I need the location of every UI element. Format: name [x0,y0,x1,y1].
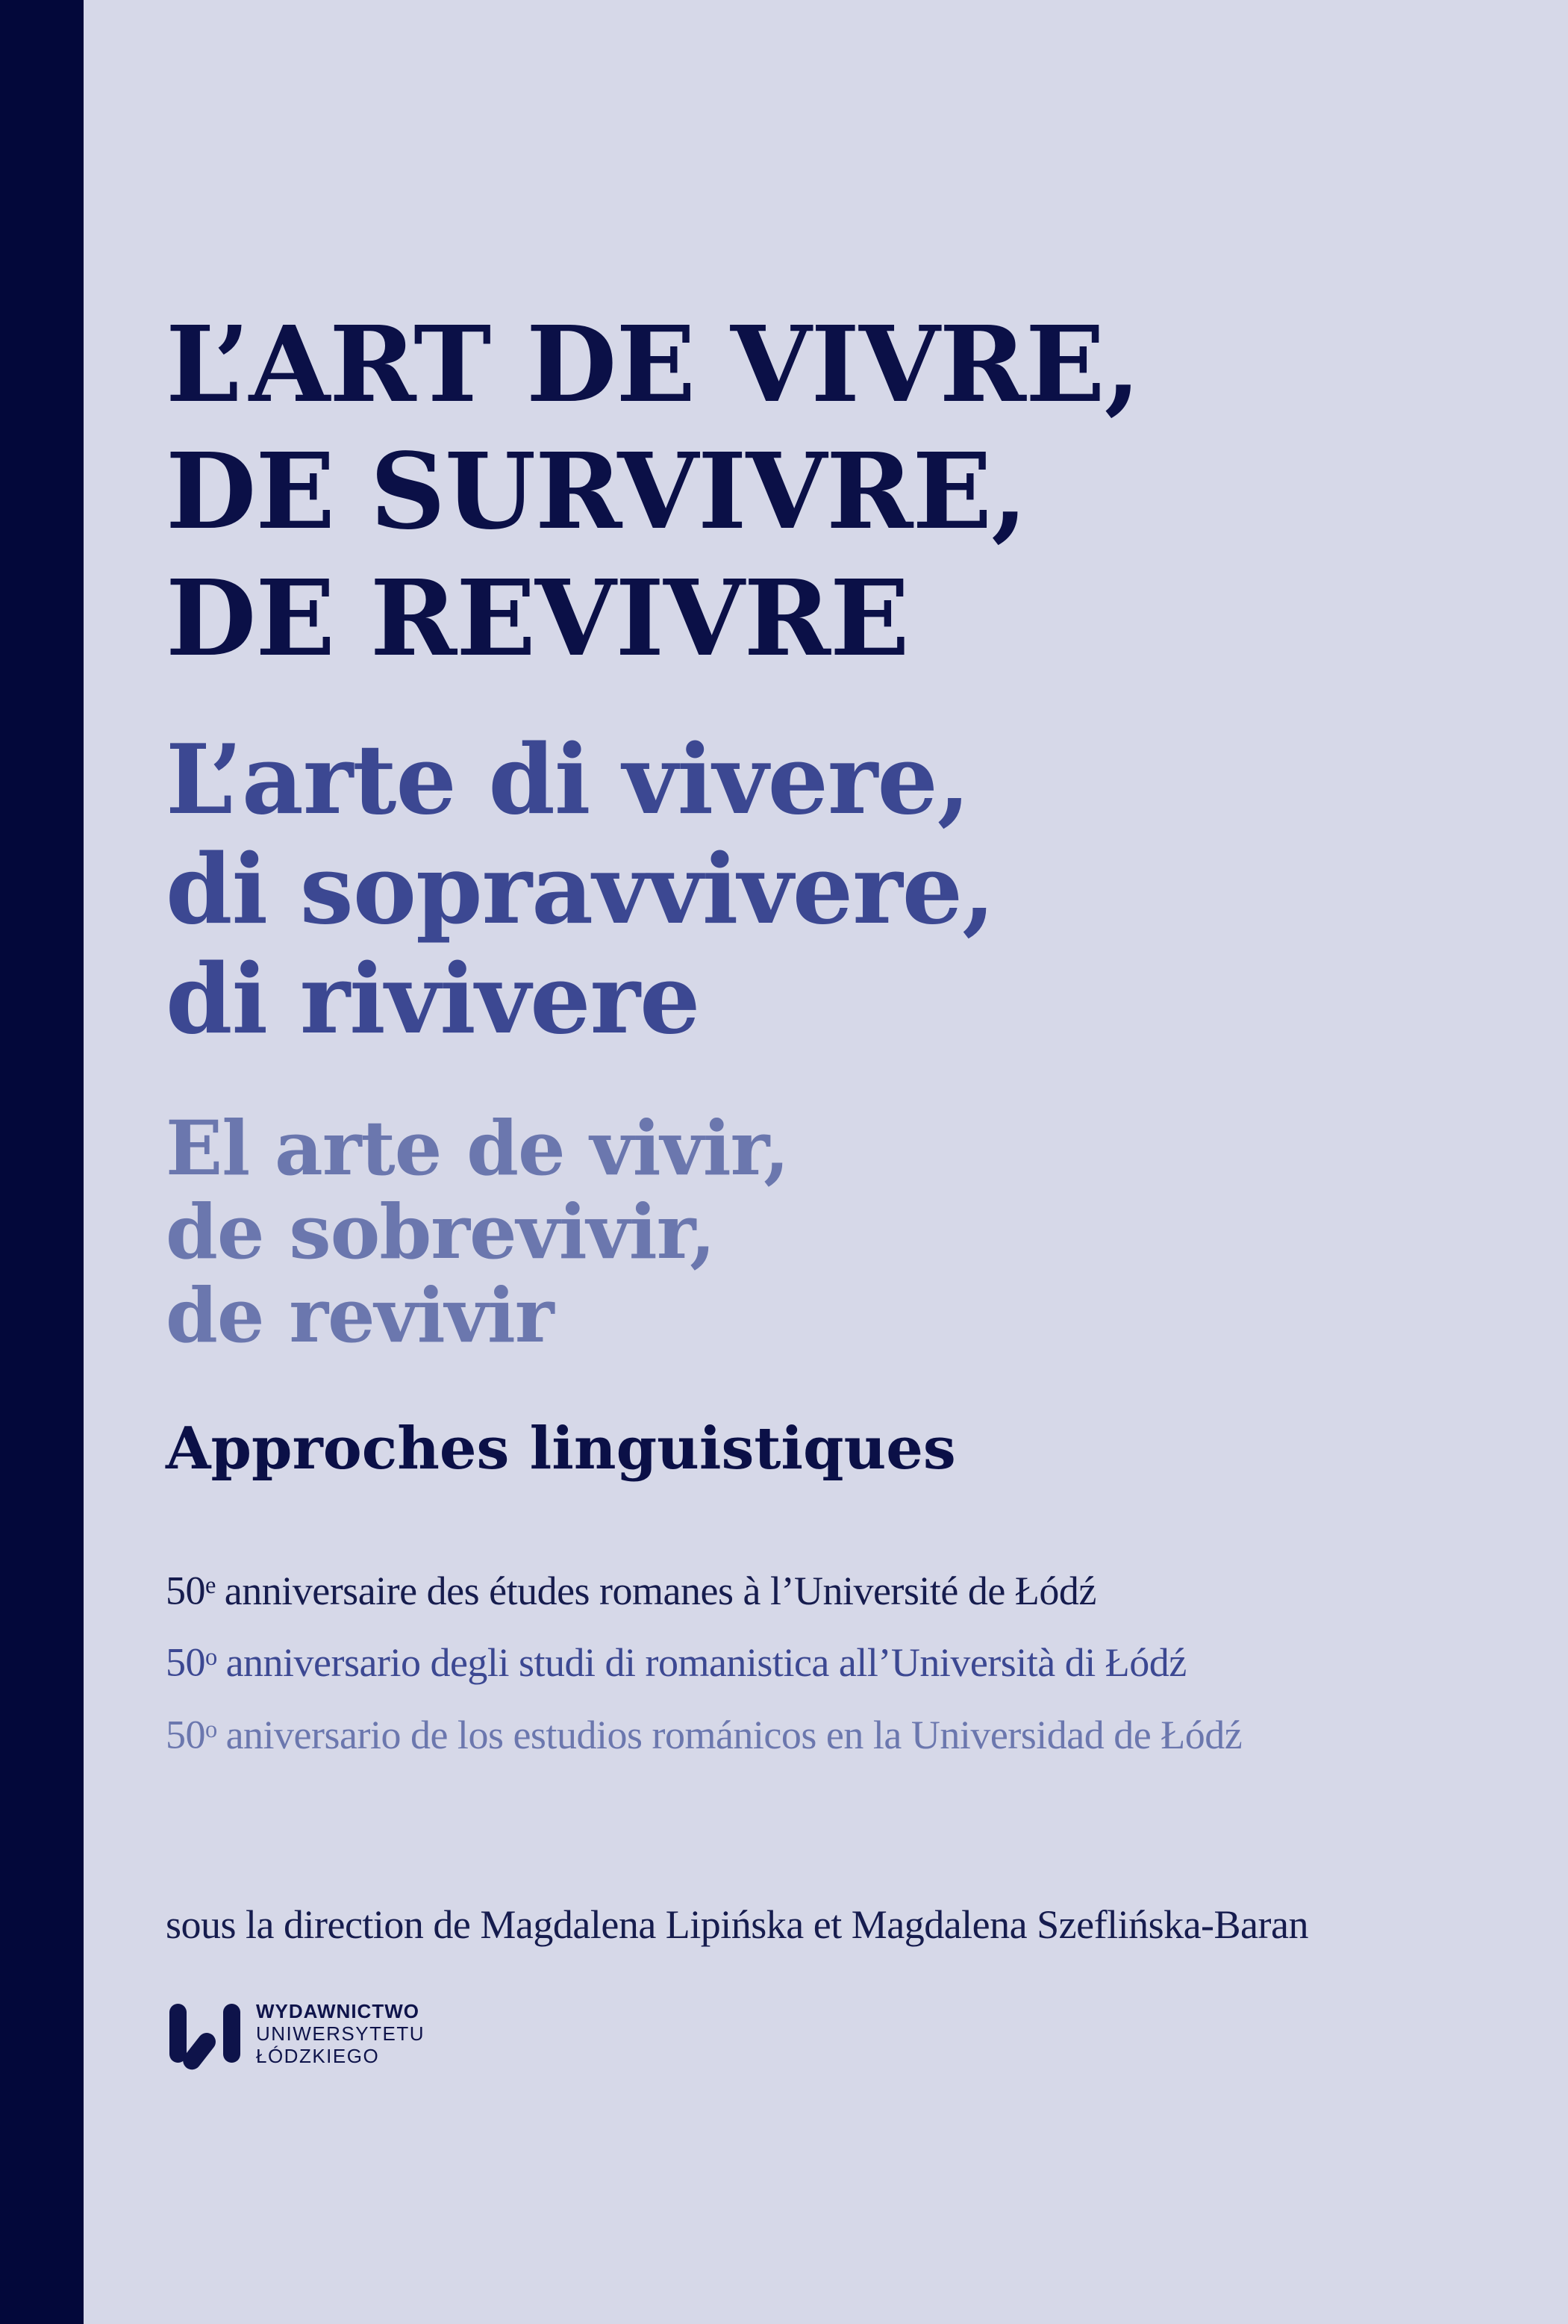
anniversary-line-spanish [166,1707,1242,1757]
anniversary-number-it: 50 [166,1639,205,1685]
publisher-name [256,2000,425,2067]
publisher-line-2: UNIWERSYTETU [256,2022,425,2045]
logo-bar-right [223,2004,240,2063]
publisher-line-3: ŁÓDZKIEGO [256,2045,380,2067]
spine-stripe [0,0,84,2324]
anniversary-text-fr: anniversaire des études romanes à l’Université de Łódź [224,1568,1096,1613]
title-line-es-1: El arte de vivir, [166,1104,789,1192]
title-line-it-2: di sopravvivere, [166,834,995,946]
title-line-fr-3: DE REVIVRE [166,558,909,680]
anniversary-text-it: anniversario degli studi di romanistica all’Università di Łódź [225,1639,1187,1685]
anniversary-line-french [166,1563,1096,1613]
title-line-fr-2: DE SURVIVRE, [166,431,1027,553]
title-line-es-3: de revivir [166,1271,554,1359]
main-title-french [166,302,1140,682]
anniversary-line-italian [166,1635,1187,1685]
logo-bar-left [169,2004,187,2063]
editors-line: sous la direction de Magdalena Lipińska et Magdalena Szeflińska-Baran [166,1902,1308,1947]
anniversary-text-es: aniversario de los estudios románicos en la Universidad de Łódź [225,1712,1243,1757]
anniversary-superscript-fr: e [205,1572,216,1599]
main-title-spanish [166,1106,789,1357]
title-line-fr-1: L’ART DE VIVRE, [166,304,1140,426]
subtitle: Approches linguistiques [166,1415,956,1483]
anniversary-superscript-es: o [205,1716,217,1743]
anniversary-number-es: 50 [166,1712,205,1757]
publisher-line-1: WYDAWNICTWO [256,2000,419,2022]
publisher-logo-icon [169,2004,244,2063]
main-title-italian [166,726,995,1055]
title-line-it-3: di rivivere [166,944,700,1056]
anniversary-superscript-it: o [205,1644,217,1671]
title-line-it-1: L’arte di vivere, [166,724,970,836]
anniversary-number-fr: 50 [166,1568,205,1613]
title-line-es-2: de sobrevivir, [166,1188,715,1276]
